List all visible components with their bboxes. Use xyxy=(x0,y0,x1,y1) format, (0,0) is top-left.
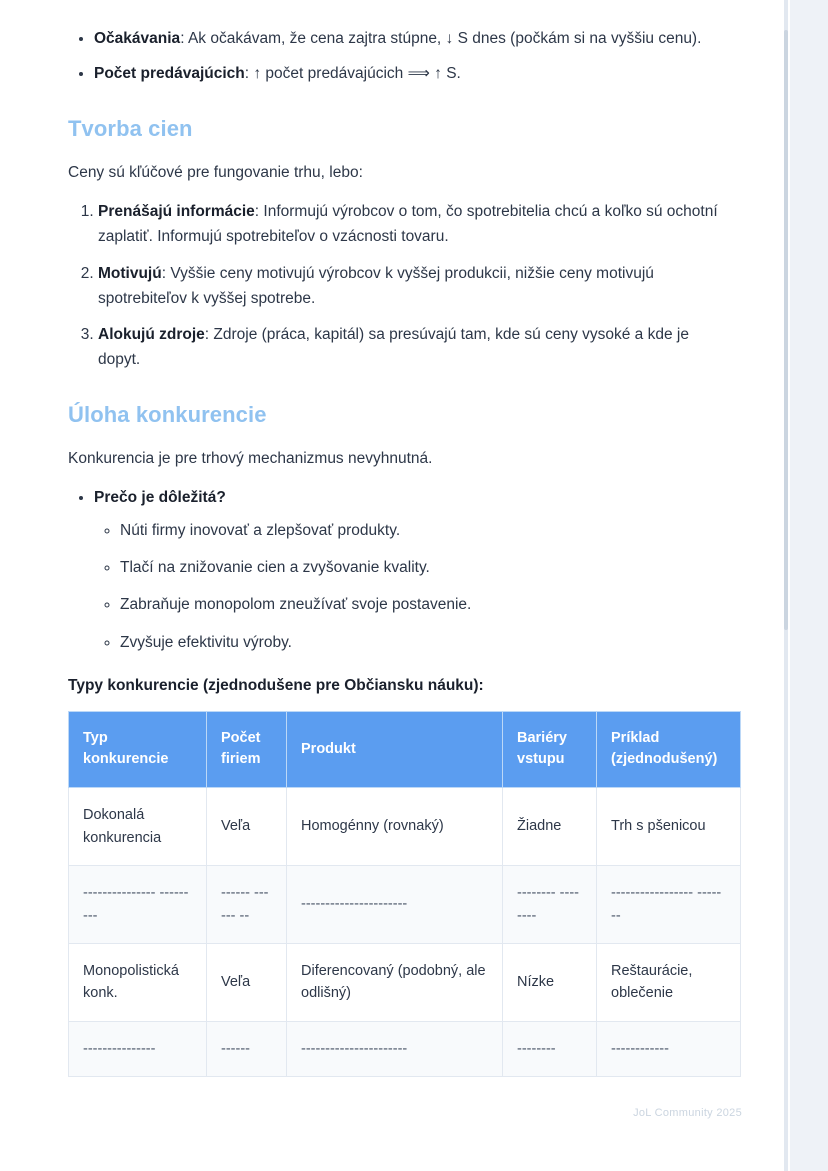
table-header-cell: Bariéry vstupu xyxy=(503,711,597,788)
table-cell: ------------ xyxy=(597,1021,741,1076)
list-item: ◦ Tlačí na znižovanie cien a zvyšovanie kvality. xyxy=(120,555,728,580)
table-cell: Diferencovaný (podobný, ale odlišný) xyxy=(287,944,503,1022)
table-cell: -------- -------- xyxy=(503,866,597,944)
table-cell: ------ xyxy=(207,1021,287,1076)
list-item xyxy=(98,322,728,372)
table-row xyxy=(69,866,741,944)
competition-sub-list xyxy=(94,518,728,654)
section-heading-competition: Úloha konkurencie xyxy=(68,401,267,427)
competition-bullet-list xyxy=(68,485,728,655)
table-header-cell: Počet firiem xyxy=(207,711,287,788)
table-cell: Homogénny (rovnaký) xyxy=(287,788,503,866)
competition-intro-text: Konkurencia je pre trhový mechanizmus nevyhnutná. xyxy=(68,449,433,467)
list-item: ◦ Núti firmy inovovať a zlepšovať produkty. xyxy=(120,518,728,543)
table-cell: Veľa xyxy=(207,788,287,866)
table-cell: --------------- xyxy=(69,1021,207,1076)
table-header-cell: Príklad (zjednodušený) xyxy=(597,711,741,788)
list-item xyxy=(94,26,728,51)
section-heading-pricing: Tvorba cien xyxy=(68,116,193,142)
list-item xyxy=(98,261,728,311)
list-item-text: : Informujú výrobcov o tom, čo spotrebitelia chcú a koľko sú ochotní zaplatiť. Informujú spotrebiteľov o vzácnosti tovaru. xyxy=(98,203,718,246)
table-cell: ---------------------- xyxy=(287,866,503,944)
list-item: ◦ Zabraňuje monopolom zneužívať svoje postavenie. xyxy=(120,592,728,617)
table-row xyxy=(69,944,741,1022)
list-item-text: : Vyššie ceny motivujú výrobcov k vyššej produkcii, nižšie ceny motivujú spotrebiteľov k vyššej spotrebe. xyxy=(98,264,654,307)
bullet-text: : Ak očakávam, že cena zajtra stúpne, ↓ S dnes (počkám si na vyššiu cenu). xyxy=(180,30,702,47)
vertical-scrollbar-thumb[interactable] xyxy=(784,30,788,630)
competition-why-label: Prečo je dôležitá? xyxy=(94,489,226,507)
list-item-term: Prenášajú informácie xyxy=(98,203,255,221)
table-cell: Nízke xyxy=(503,944,597,1022)
document-content xyxy=(68,0,728,1077)
bullet-text: : ↑ počet predávajúcich ⟹ ↑ S. xyxy=(244,65,461,83)
table-cell: Trh s pšenicou xyxy=(597,788,741,866)
table-row xyxy=(69,788,741,866)
table-cell: Reštaurácie, oblečenie xyxy=(597,944,741,1022)
competition-types-table xyxy=(68,711,741,1078)
intro-bullet-list xyxy=(68,26,728,86)
table-cell: Veľa xyxy=(207,944,287,1022)
bullet-term: Počet predávajúcich xyxy=(94,65,245,83)
table-cell: Žiadne xyxy=(503,788,597,866)
table-cell: --------------- --------- xyxy=(69,866,207,944)
list-item: ◦ Zvyšuje efektivitu výroby. xyxy=(120,630,728,655)
list-item-text: : Zdroje (práca, kapitál) sa presúvajú tam, kde sú ceny vysoké a kde je dopyt. xyxy=(98,325,689,368)
table-caption: Typy konkurencie (zjednodušene pre Občiansku náuku): xyxy=(68,676,484,694)
table-cell: Monopolistická konk. xyxy=(69,944,207,1022)
list-item-term: Motivujú xyxy=(98,264,162,282)
table-header-cell: Produkt xyxy=(287,711,503,788)
list-item xyxy=(98,199,728,249)
list-item xyxy=(94,485,728,655)
pricing-numbered-list xyxy=(68,199,728,372)
list-item-term: Alokujú zdroje xyxy=(98,325,205,343)
table-row xyxy=(69,1021,741,1076)
watermark: JoL Community 2025 xyxy=(633,1107,742,1119)
table-header-row xyxy=(69,711,741,788)
table-cell: ----------------- ------- xyxy=(597,866,741,944)
bullet-term: Očakávania xyxy=(94,30,181,47)
table-cell: ------ ------ -- xyxy=(207,866,287,944)
table-cell: Dokonalá konkurencia xyxy=(69,788,207,866)
list-item xyxy=(94,61,728,86)
pricing-intro-text: Ceny sú kľúčové pre fungovanie trhu, lebo: xyxy=(68,164,363,182)
table-header-cell: Typ konkurencie xyxy=(69,711,207,788)
table-cell: -------- xyxy=(503,1021,597,1076)
table-cell: ---------------------- xyxy=(287,1021,503,1076)
